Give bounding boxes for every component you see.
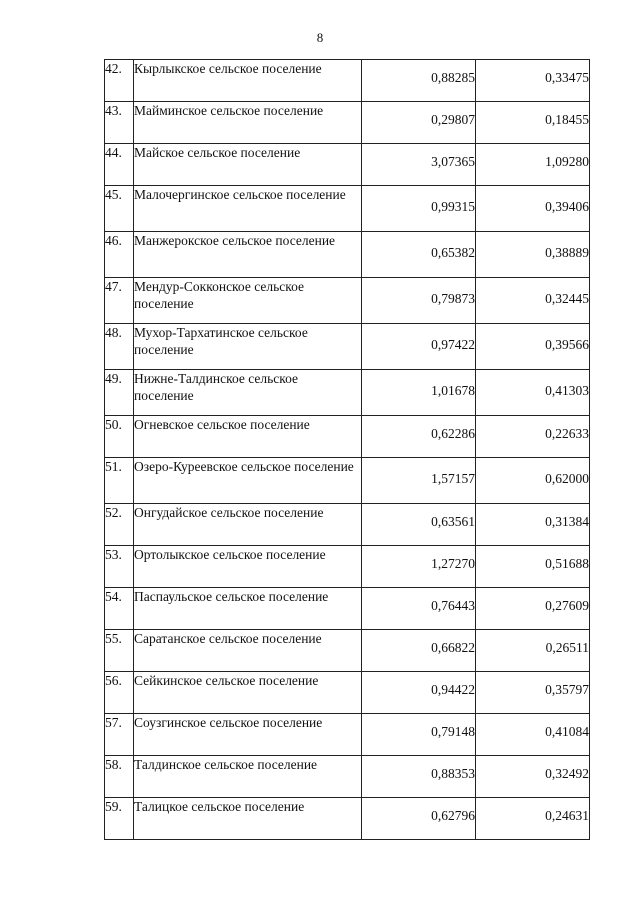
table-row: [105, 144, 590, 186]
value-column-1: 1,01678: [362, 370, 476, 416]
value-column-2: 0,31384: [476, 504, 590, 546]
value-column-1: 0,29807: [362, 102, 476, 144]
value-column-2: 0,41084: [476, 714, 590, 756]
row-number: 58.: [105, 756, 134, 798]
table-row: [105, 588, 590, 630]
value-column-2: 0,22633: [476, 416, 590, 458]
settlement-name: Паспаульское сельское поселение: [134, 588, 362, 630]
row-number: 53.: [105, 546, 134, 588]
row-number: 51.: [105, 458, 134, 504]
settlement-name: Онгудайское сельское поселение: [134, 504, 362, 546]
settlements-table: [104, 59, 590, 840]
table-row: [105, 546, 590, 588]
value-column-1: 0,99315: [362, 186, 476, 232]
value-column-2: 0,26511: [476, 630, 590, 672]
settlement-name: Манжерокское сельское поселение: [134, 232, 362, 278]
table-row: [105, 232, 590, 278]
row-number: 57.: [105, 714, 134, 756]
value-column-2: 0,32445: [476, 278, 590, 324]
value-column-1: 0,97422: [362, 324, 476, 370]
table-row: [105, 60, 590, 102]
value-column-2: 0,32492: [476, 756, 590, 798]
table-row: [105, 370, 590, 416]
value-column-1: 1,27270: [362, 546, 476, 588]
settlement-name: Соузгинское сельское поселение: [134, 714, 362, 756]
value-column-1: 0,66822: [362, 630, 476, 672]
table-row: [105, 630, 590, 672]
settlement-name: Мендур-Сокконское сельское поселение: [134, 278, 362, 324]
value-column-1: 3,07365: [362, 144, 476, 186]
value-column-2: 0,33475: [476, 60, 590, 102]
value-column-2: 0,35797: [476, 672, 590, 714]
value-column-1: 0,76443: [362, 588, 476, 630]
row-number: 52.: [105, 504, 134, 546]
row-number: 44.: [105, 144, 134, 186]
settlement-name: Нижне-Талдинское сельское поселение: [134, 370, 362, 416]
value-column-2: 0,27609: [476, 588, 590, 630]
value-column-1: 0,79148: [362, 714, 476, 756]
settlement-name: Майминское сельское поселение: [134, 102, 362, 144]
table-row: [105, 756, 590, 798]
value-column-1: 0,79873: [362, 278, 476, 324]
value-column-2: 0,18455: [476, 102, 590, 144]
settlement-name: Мухор-Тархатинское сельское поселение: [134, 324, 362, 370]
settlement-name: Малочергинское сельское поселение: [134, 186, 362, 232]
table-row: [105, 186, 590, 232]
value-column-1: 0,65382: [362, 232, 476, 278]
settlement-name: Саратанское сельское поселение: [134, 630, 362, 672]
value-column-2: 0,51688: [476, 546, 590, 588]
settlement-name: Талдинское сельское поселение: [134, 756, 362, 798]
value-column-2: 0,62000: [476, 458, 590, 504]
settlement-name: Кырлыкское сельское поселение: [134, 60, 362, 102]
row-number: 49.: [105, 370, 134, 416]
table-row: [105, 714, 590, 756]
table-row: [105, 798, 590, 840]
value-column-2: 0,38889: [476, 232, 590, 278]
value-column-1: 1,57157: [362, 458, 476, 504]
value-column-2: 1,09280: [476, 144, 590, 186]
value-column-1: 0,62286: [362, 416, 476, 458]
settlement-name: Талицкое сельское поселение: [134, 798, 362, 840]
row-number: 47.: [105, 278, 134, 324]
value-column-2: 0,39566: [476, 324, 590, 370]
value-column-1: 0,94422: [362, 672, 476, 714]
table-row: [105, 102, 590, 144]
settlement-name: Огневское сельское поселение: [134, 416, 362, 458]
table-row: [105, 416, 590, 458]
row-number: 56.: [105, 672, 134, 714]
row-number: 50.: [105, 416, 134, 458]
page-number: 8: [316, 30, 324, 45]
row-number: 43.: [105, 102, 134, 144]
settlement-name: Сейкинское сельское поселение: [134, 672, 362, 714]
table-row: [105, 324, 590, 370]
value-column-1: 0,88285: [362, 60, 476, 102]
row-number: 46.: [105, 232, 134, 278]
table-body: [105, 60, 590, 840]
settlement-name: Ортолыкское сельское поселение: [134, 546, 362, 588]
settlement-name: Озеро-Куреевское сельское поселение: [134, 458, 362, 504]
table-row: [105, 504, 590, 546]
value-column-2: 0,24631: [476, 798, 590, 840]
table-row: [105, 672, 590, 714]
value-column-1: 0,62796: [362, 798, 476, 840]
value-column-2: 0,41303: [476, 370, 590, 416]
table-row: [105, 278, 590, 324]
row-number: 59.: [105, 798, 134, 840]
row-number: 45.: [105, 186, 134, 232]
row-number: 55.: [105, 630, 134, 672]
value-column-1: 0,63561: [362, 504, 476, 546]
settlement-name: Майское сельское поселение: [134, 144, 362, 186]
value-column-2: 0,39406: [476, 186, 590, 232]
row-number: 48.: [105, 324, 134, 370]
row-number: 54.: [105, 588, 134, 630]
row-number: 42.: [105, 60, 134, 102]
table-row: [105, 458, 590, 504]
value-column-1: 0,88353: [362, 756, 476, 798]
